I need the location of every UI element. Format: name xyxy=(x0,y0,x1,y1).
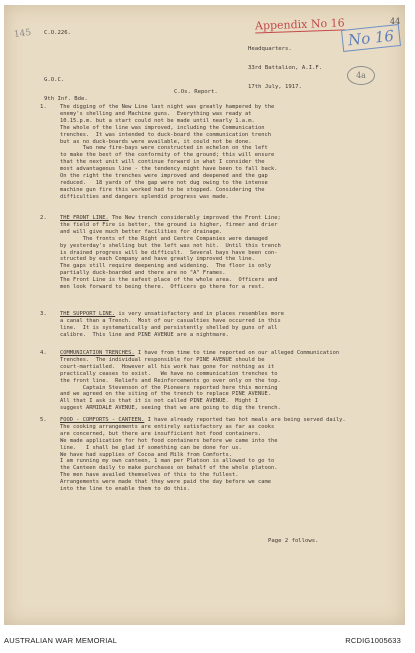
paragraph-line: Two new fire-bays were constructed in echelon on the left xyxy=(60,145,268,152)
header-right-line: Headquarters. xyxy=(248,45,292,52)
paragraph-line: The Front Line is the safest place of the whole area. Officers and xyxy=(60,277,278,284)
paragraph-heading: THE FRONT LINE. xyxy=(60,215,109,221)
paragraph-line: 10.15.p.m. but a start could not be made until nearly 1.a.m. xyxy=(60,117,255,124)
paragraph-number: 1. xyxy=(40,104,47,110)
paragraph-line: a canal than a Trench. Most of our casualties have occurred in this xyxy=(60,317,281,324)
paragraph-number: 4. xyxy=(40,350,47,356)
header-right xyxy=(248,33,322,103)
paragraph-line: and we agreed on the siting of the trench to replace PINE AVENUE. xyxy=(60,391,271,398)
circled-mark xyxy=(347,66,375,85)
paragraph-line: calibre. This line and PINE AVENUE are a nightmare. xyxy=(60,331,229,338)
page-note: Page 2 follows. xyxy=(268,538,319,544)
paragraph-block xyxy=(60,104,277,201)
margin-pencil-note: 145 xyxy=(13,27,32,41)
paragraph-line-text: I have already reported two hot meals are being served daily. xyxy=(144,417,346,423)
paragraph-line xyxy=(60,215,281,222)
header-right-line: 33rd Battalion, A.I.F. xyxy=(248,65,323,72)
paragraph-block xyxy=(60,417,346,493)
paragraph-line: The whole of the line was improved, including the Communication xyxy=(60,124,265,131)
paragraph-block xyxy=(60,311,284,339)
paragraph-line-text: is very unsatisfactory and in places resembles more xyxy=(115,311,284,317)
report-title: C.Os. Report. xyxy=(174,89,218,95)
paragraph-line: Trenches. The individual responsible for PINE AVENUE should be xyxy=(60,356,265,363)
paragraph-line: All that I ask is that it is not called PINE AVENUE. Might I xyxy=(60,398,258,405)
paragraph-line: by yesterday's shelling but the left was not hit. Until this trench xyxy=(60,242,281,249)
paragraph-line: The gaps still require deepening and widening. The floor is only xyxy=(60,263,271,270)
paragraph-line: Arrangements were made that they were paid the day before we came xyxy=(60,479,271,486)
paragraph-line xyxy=(60,417,346,424)
paragraph-line: most advantageous line - the tendency might have been to fall back. xyxy=(60,166,278,173)
appendix-label: Appendix No 16 xyxy=(254,16,345,33)
paragraph-line: reduced. 18 yards of the gap were not dug owing to the intense xyxy=(60,179,268,186)
paragraph-line: On the right the trenches were improved and deepened and the gap xyxy=(60,173,268,180)
paragraph-line-text: I have from time to time reported on our alleged Communication xyxy=(134,350,340,356)
paragraph-line: the Canteen daily to make purchases on behalf of the whole platoon. xyxy=(60,465,278,472)
paragraph-line: trenches. It was intended to duck-board the communication trench xyxy=(60,131,271,138)
circled-mark-text: 4a xyxy=(356,71,366,80)
paragraph-line: enemy's shelling and Machine guns. Everything was ready at xyxy=(60,110,252,117)
paragraph-line: line. I shall be glad if something can be done for us. xyxy=(60,444,242,451)
document-page xyxy=(4,5,405,625)
paragraph-line: the field of Fire is better, the ground is higher, firmer and drier xyxy=(60,221,278,228)
paragraph-heading: FOOD - COMFORTS - CANTEEN. xyxy=(60,417,145,423)
paragraph-line xyxy=(60,311,284,318)
paragraph-line: partially duck-boarded and there are no "A" Frames. xyxy=(60,270,226,277)
paragraph-line-text: The New trench considerably improved the Front Line; xyxy=(108,215,281,221)
paragraph-line: The digging of the New Line last night was greatly hampered by the xyxy=(60,104,275,110)
paragraph-line: The cooking arrangements are entirely satisfactory as far as cooks xyxy=(60,423,275,430)
paragraph-block xyxy=(60,215,281,291)
paragraph-line: practically ceases to exist. We have no communication trenches to xyxy=(60,370,278,377)
paragraph-line: but as no duck-boards were available, it could not be done. xyxy=(60,138,252,145)
footer-left: AUSTRALIAN WAR MEMORIAL xyxy=(4,636,118,645)
paragraph-line: to make the best of the conformity of the ground; this will ensure xyxy=(60,152,275,159)
paragraph-line: I am running my own canteen, 1 man per Platoon is allowed to go to xyxy=(60,458,275,465)
paragraph-number: 5. xyxy=(40,417,47,423)
paragraph-line xyxy=(60,350,339,357)
paragraph-line: men look forward to being there. Officers go there for a rest. xyxy=(60,284,265,291)
paragraph-line: machine gun fire this worked had to be stopped. Considering the xyxy=(60,186,265,193)
paragraph-line: We have had supplies of Cocoa and Milk from Comforts. xyxy=(60,451,233,458)
header-right-line: 17th July, 1917. xyxy=(248,84,302,91)
paragraph-line: The men have availed themselves of this to the fullest. xyxy=(60,472,239,479)
paragraph-heading: COMMUNICATION TRENCHES. xyxy=(60,350,135,356)
paragraph-heading: THE SUPPORT LINE. xyxy=(60,311,116,317)
paragraph-line: structed by each Company and have greatly improved the line. xyxy=(60,256,255,263)
reference-code: C.O.226. xyxy=(44,30,71,36)
paragraph-line: are concerned, but there are insufficient hot food containers. xyxy=(60,430,262,437)
page-number: 44 xyxy=(390,17,401,26)
paragraph-line: Captain Stevenson of the Pioneers reported here this morning xyxy=(60,384,278,391)
appendix-stamp: No 16 xyxy=(341,24,401,52)
paragraph-line: and will give much better facilities for drainage. xyxy=(60,228,223,235)
footer-right: RCDIG1005633 xyxy=(345,636,401,645)
paragraph-line: difficulties and dangers splendid progress was made. xyxy=(60,193,229,200)
paragraph-line: We made application for hot food containers before we came into the xyxy=(60,437,278,444)
paragraph-line: is drained progress will be difficult. Several bays have been con- xyxy=(60,249,278,256)
paragraph-line: into the line to enable them to do this. xyxy=(60,486,190,493)
paragraph-line: suggest ARMIDALE AVENUE, seeing that we are going to dig the trench. xyxy=(60,405,281,412)
paragraph-line: court-martialled. However all his work has gone for nothing as it xyxy=(60,363,275,370)
paragraph-block xyxy=(60,350,339,412)
paragraph-line: the front line. Reliefs and Reinforcements go over only on the top. xyxy=(60,377,281,384)
paragraph-number: 3. xyxy=(40,311,47,317)
header-left-line: G.O.C. xyxy=(44,76,65,83)
paragraph-number: 2. xyxy=(40,215,47,221)
paragraph-line: line. It is systematically and persistently shelled by guns of all xyxy=(60,324,278,331)
header-left-line: 9th Inf. Bde. xyxy=(44,96,88,103)
paragraph-line: The fronts of the Right and Centre Companies were damaged xyxy=(60,235,268,242)
paragraph-line: that the next unit will continue forward in what I consider the xyxy=(60,159,265,166)
